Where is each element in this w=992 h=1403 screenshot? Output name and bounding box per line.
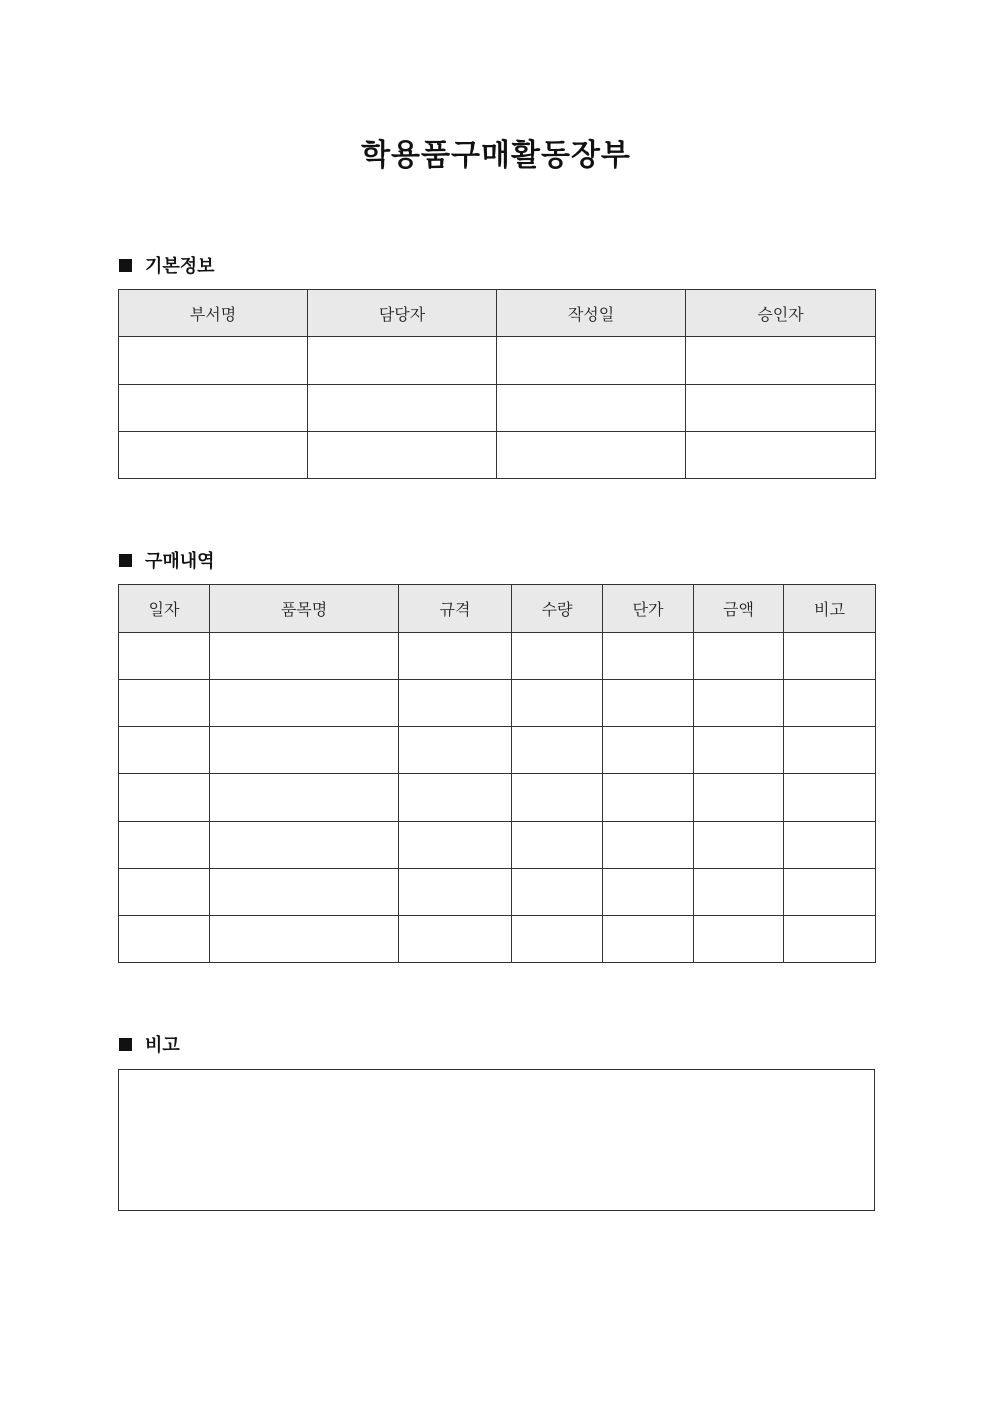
item-name-cell[interactable]: [210, 633, 399, 680]
spec-cell[interactable]: [399, 680, 512, 727]
table-row: [119, 822, 876, 869]
item-name-cell[interactable]: [210, 869, 399, 916]
quantity-cell[interactable]: [512, 680, 603, 727]
item-name-cell[interactable]: [210, 774, 399, 822]
table-row: [119, 869, 876, 916]
spec-cell[interactable]: [399, 774, 512, 822]
date-cell[interactable]: [119, 727, 210, 774]
quantity-cell[interactable]: [512, 727, 603, 774]
unit-price-cell[interactable]: [603, 633, 694, 680]
column-header-unit-price: 단가: [603, 585, 694, 633]
date-cell[interactable]: [119, 822, 210, 869]
date-written-cell[interactable]: [497, 385, 686, 432]
date-cell[interactable]: [119, 774, 210, 822]
unit-price-cell[interactable]: [603, 680, 694, 727]
remarks-cell[interactable]: [784, 869, 876, 916]
quantity-cell[interactable]: [512, 822, 603, 869]
notes-heading-label: 비고: [145, 1035, 180, 1056]
notes-heading: [119, 1032, 180, 1056]
amount-cell[interactable]: [694, 916, 784, 963]
department-cell[interactable]: [119, 337, 308, 385]
amount-cell[interactable]: [694, 869, 784, 916]
item-name-cell[interactable]: [210, 822, 399, 869]
spec-cell[interactable]: [399, 633, 512, 680]
spec-cell[interactable]: [399, 869, 512, 916]
date-written-cell[interactable]: [497, 432, 686, 479]
column-header-approver: 승인자: [686, 290, 876, 337]
column-header-quantity: 수량: [512, 585, 603, 633]
approver-cell[interactable]: [686, 432, 876, 479]
purchases-header-row: [119, 585, 876, 633]
square-bullet-icon: [119, 259, 132, 272]
notes-box[interactable]: [118, 1069, 875, 1211]
remarks-cell[interactable]: [784, 727, 876, 774]
unit-price-cell[interactable]: [603, 822, 694, 869]
column-header-department: 부서명: [119, 290, 308, 337]
basic-info-table: [118, 289, 876, 479]
date-cell[interactable]: [119, 680, 210, 727]
table-row: [119, 385, 876, 432]
page-title: 학용품구매활동장부: [361, 138, 631, 173]
department-cell[interactable]: [119, 432, 308, 479]
basic-info-header-row: [119, 290, 876, 337]
amount-cell[interactable]: [694, 633, 784, 680]
column-header-date-written: 작성일: [497, 290, 686, 337]
remarks-cell[interactable]: [784, 916, 876, 963]
unit-price-cell[interactable]: [603, 916, 694, 963]
table-row: [119, 432, 876, 479]
quantity-cell[interactable]: [512, 869, 603, 916]
item-name-cell[interactable]: [210, 727, 399, 774]
amount-cell[interactable]: [694, 727, 784, 774]
item-name-cell[interactable]: [210, 916, 399, 963]
purchases-heading-label: 구매내역: [145, 551, 215, 572]
department-cell[interactable]: [119, 385, 308, 432]
table-row: [119, 680, 876, 727]
date-cell[interactable]: [119, 633, 210, 680]
date-written-cell[interactable]: [497, 337, 686, 385]
column-header-manager: 담당자: [308, 290, 497, 337]
date-cell[interactable]: [119, 916, 210, 963]
column-header-amount: 금액: [694, 585, 784, 633]
manager-cell[interactable]: [308, 385, 497, 432]
amount-cell[interactable]: [694, 774, 784, 822]
column-header-item-name: 품목명: [210, 585, 399, 633]
table-row: [119, 337, 876, 385]
column-header-date: 일자: [119, 585, 210, 633]
unit-price-cell[interactable]: [603, 774, 694, 822]
approver-cell[interactable]: [686, 385, 876, 432]
unit-price-cell[interactable]: [603, 869, 694, 916]
table-row: [119, 727, 876, 774]
spec-cell[interactable]: [399, 822, 512, 869]
remarks-cell[interactable]: [784, 774, 876, 822]
amount-cell[interactable]: [694, 822, 784, 869]
quantity-cell[interactable]: [512, 916, 603, 963]
manager-cell[interactable]: [308, 337, 497, 385]
table-row: [119, 633, 876, 680]
date-cell[interactable]: [119, 869, 210, 916]
remarks-cell[interactable]: [784, 633, 876, 680]
quantity-cell[interactable]: [512, 774, 603, 822]
purchases-heading: [119, 548, 215, 572]
purchases-table: [118, 584, 876, 963]
column-header-remarks: 비고: [784, 585, 876, 633]
approver-cell[interactable]: [686, 337, 876, 385]
basic-info-heading: [119, 253, 215, 277]
quantity-cell[interactable]: [512, 633, 603, 680]
amount-cell[interactable]: [694, 680, 784, 727]
unit-price-cell[interactable]: [603, 727, 694, 774]
spec-cell[interactable]: [399, 916, 512, 963]
table-row: [119, 774, 876, 822]
square-bullet-icon: [119, 1038, 132, 1051]
manager-cell[interactable]: [308, 432, 497, 479]
basic-info-heading-label: 기본정보: [145, 256, 215, 277]
remarks-cell[interactable]: [784, 822, 876, 869]
square-bullet-icon: [119, 554, 132, 567]
table-row: [119, 916, 876, 963]
remarks-cell[interactable]: [784, 680, 876, 727]
spec-cell[interactable]: [399, 727, 512, 774]
column-header-spec: 규격: [399, 585, 512, 633]
item-name-cell[interactable]: [210, 680, 399, 727]
